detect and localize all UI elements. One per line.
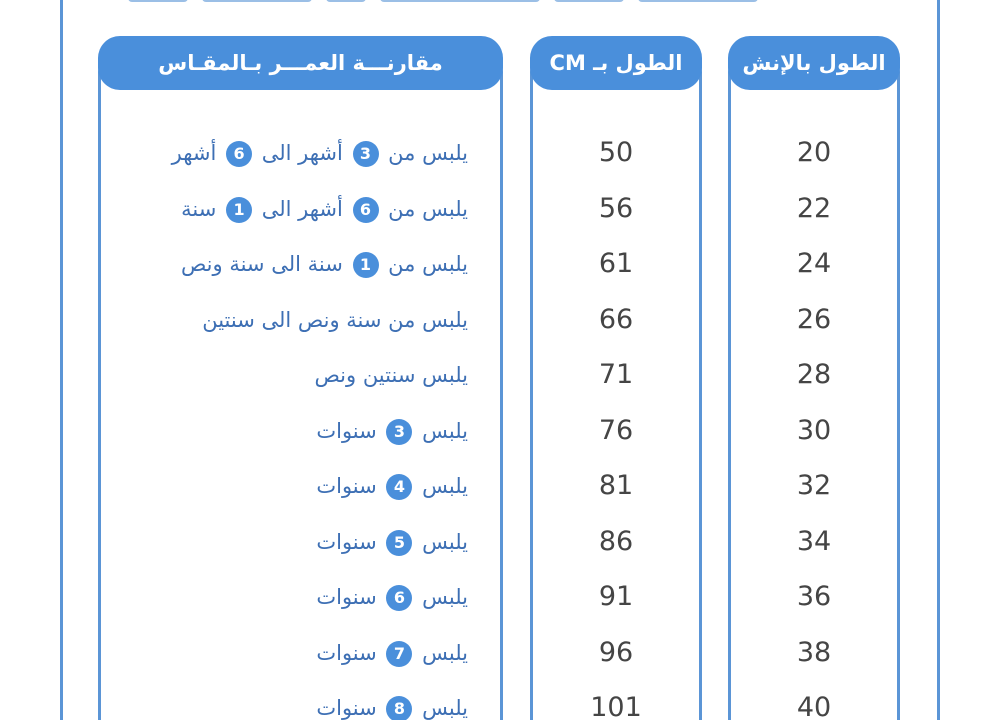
age-text: يلبس	[415, 418, 468, 443]
age-row	[101, 467, 500, 523]
cm-values-list	[533, 134, 699, 720]
age-text: يلبس من	[381, 196, 468, 221]
inch-value: 38	[796, 636, 832, 668]
number-badge: 6	[226, 141, 252, 167]
age-row	[101, 578, 500, 634]
inch-value: 40	[796, 692, 832, 720]
number-badge: 3	[386, 419, 412, 445]
age-text: يلبس من سنة ونص الى سنتين	[202, 307, 468, 332]
cropped-top-text	[128, 0, 908, 6]
cm-value: 81	[598, 470, 634, 501]
inch-value: 24	[796, 248, 832, 279]
inch-value: 36	[796, 581, 832, 612]
cm-value: 86	[598, 525, 634, 557]
age-column	[98, 50, 503, 720]
age-text: سنة الى سنة ونص	[180, 252, 350, 276]
age-row	[101, 412, 500, 468]
age-text: سنوات	[316, 529, 384, 554]
number-badge: 5	[386, 530, 412, 556]
inch-value: 22	[796, 192, 832, 224]
age-column-header: مقارنـــة العمـــر بـالمقـاس	[98, 36, 503, 90]
age-text: يلبس	[415, 640, 468, 665]
age-text: يلبس من	[381, 252, 468, 276]
age-row	[101, 356, 500, 412]
age-row	[101, 134, 500, 190]
cm-value: 91	[598, 581, 634, 612]
age-text: سنوات	[316, 585, 384, 609]
number-badge: 6	[353, 197, 379, 223]
inch-values-list	[731, 134, 897, 720]
number-badge: 4	[386, 474, 412, 500]
cm-value: 66	[598, 303, 634, 335]
age-text: يلبس من	[381, 141, 468, 165]
cm-column-header: الطول بـ CM	[530, 36, 702, 90]
age-row	[101, 301, 500, 357]
number-badge: 8	[386, 696, 412, 720]
age-text: يلبس	[415, 585, 468, 609]
age-row	[101, 190, 500, 246]
cm-column	[530, 50, 702, 720]
age-row	[101, 689, 500, 720]
age-text: سنوات	[316, 418, 384, 443]
cm-value: 56	[598, 192, 634, 224]
number-badge: 3	[353, 141, 379, 167]
age-text: سنوات	[316, 696, 384, 720]
inch-value: 20	[796, 137, 832, 168]
age-row	[101, 523, 500, 579]
cm-value: 61	[598, 248, 634, 279]
inch-value: 28	[796, 359, 832, 390]
age-text: يلبس سنتين ونص	[314, 363, 468, 387]
inch-column-header: الطول بالإنش	[728, 36, 900, 90]
cm-value: 96	[598, 636, 634, 668]
inch-value: 34	[796, 525, 832, 557]
inch-value: 26	[796, 303, 832, 335]
age-text: يلبس	[415, 474, 468, 498]
cm-value: 76	[598, 414, 634, 446]
age-text: أشهر الى	[255, 196, 350, 221]
number-badge: 7	[386, 641, 412, 667]
age-text: أشهر الى	[255, 141, 350, 165]
inch-value: 32	[796, 470, 832, 501]
age-values-list	[101, 134, 500, 720]
age-text: يلبس	[415, 529, 468, 554]
cm-value: 101	[590, 692, 642, 720]
age-row	[101, 245, 500, 301]
inch-column	[728, 50, 900, 720]
age-row	[101, 634, 500, 690]
age-text: سنوات	[316, 474, 384, 498]
age-text: سنة	[181, 196, 224, 221]
inch-value: 30	[796, 414, 832, 446]
age-text: يلبس	[415, 696, 468, 720]
number-badge: 6	[386, 585, 412, 611]
number-badge: 1	[226, 197, 252, 223]
cm-value: 71	[598, 359, 634, 390]
age-text: أشهر	[171, 141, 224, 165]
cm-value: 50	[598, 137, 634, 168]
age-text: سنوات	[316, 640, 384, 665]
number-badge: 1	[353, 252, 379, 278]
